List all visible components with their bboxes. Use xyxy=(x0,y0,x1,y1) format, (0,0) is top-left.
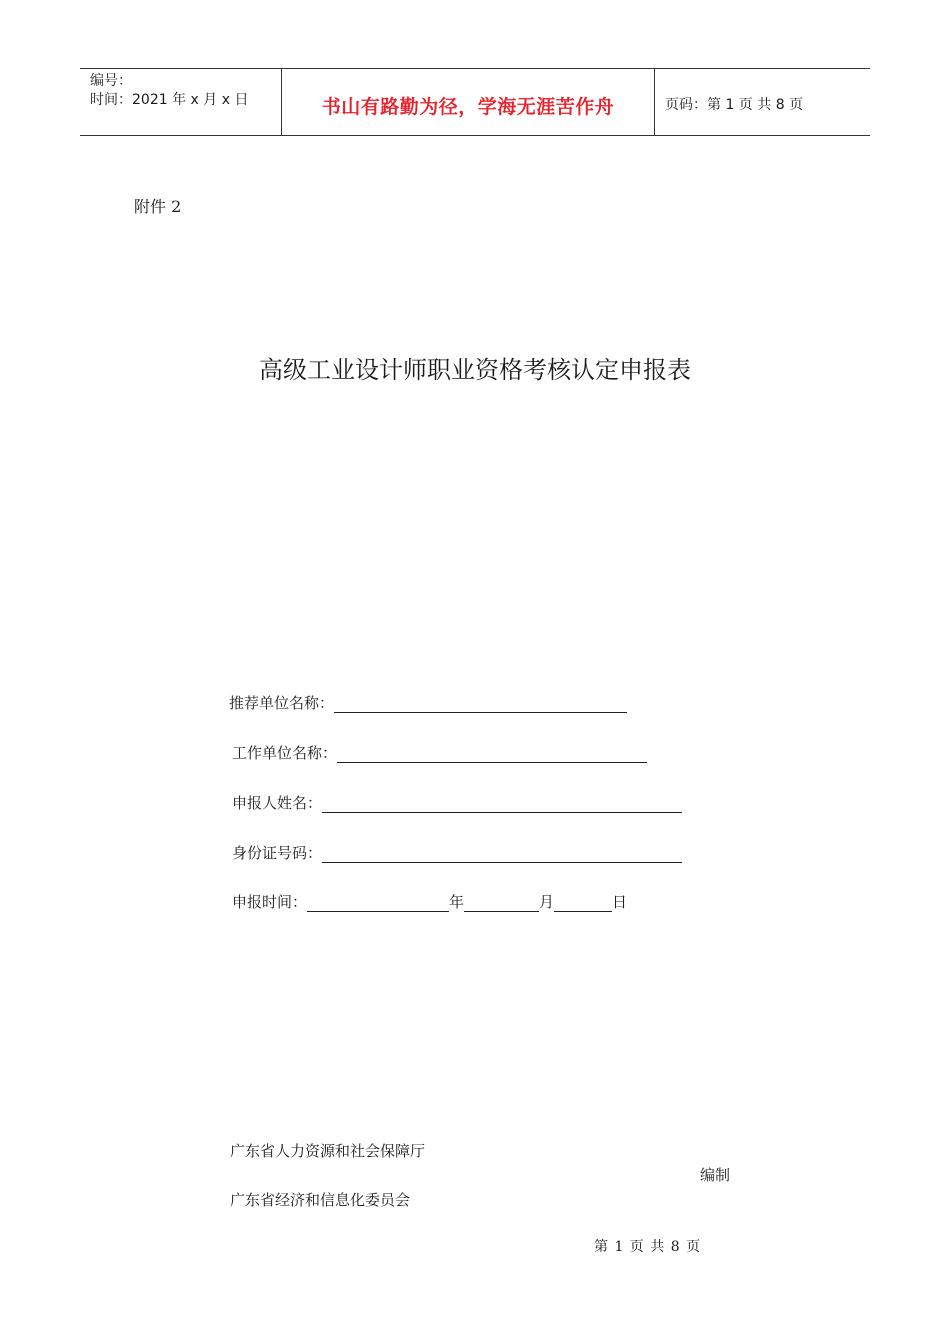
annex-label: 附件 2 xyxy=(134,197,182,216)
month-label: 月 xyxy=(539,893,555,911)
header-time-label: 时间：2021 年 x 月 x 日 xyxy=(90,92,249,108)
apply-time-label: 申报时间： xyxy=(232,893,308,911)
document-title: 高级工业设计师职业资格考核认定申报表 xyxy=(259,356,691,384)
id-number-blank[interactable] xyxy=(322,845,682,863)
year-label: 年 xyxy=(449,893,465,911)
work-unit-label: 工作单位名称： xyxy=(232,744,338,762)
header-page-label: 页码：第 1 页 共 8 页 xyxy=(665,97,804,113)
compiled-label: 编制 xyxy=(700,1166,731,1184)
page-footer: 第 1 页 共 8 页 xyxy=(594,1239,702,1255)
month-blank[interactable] xyxy=(464,894,539,912)
id-number-field[interactable] xyxy=(232,842,682,863)
apply-time-field[interactable] xyxy=(232,891,627,912)
header-bottom-rule xyxy=(80,135,870,136)
issuer-eic: 广东省经济和信息化委员会 xyxy=(230,1191,411,1209)
recommend-unit-label: 推荐单位名称： xyxy=(229,694,335,712)
header-divider-right xyxy=(654,68,655,135)
id-number-label: 身份证号码： xyxy=(232,844,323,862)
work-unit-field[interactable] xyxy=(232,742,647,763)
header-number-label: 编号： xyxy=(90,73,132,89)
applicant-name-label: 申报人姓名： xyxy=(232,794,323,812)
applicant-name-blank[interactable] xyxy=(322,795,682,813)
header-motto: 书山有路勤为径，学海无涯苦作舟 xyxy=(321,96,615,118)
header-top-rule xyxy=(80,68,870,69)
recommend-unit-field[interactable] xyxy=(229,692,627,713)
applicant-name-field[interactable] xyxy=(232,792,682,813)
year-blank[interactable] xyxy=(307,894,449,912)
work-unit-blank[interactable] xyxy=(337,745,647,763)
issuer-hrss: 广东省人力资源和社会保障厅 xyxy=(230,1142,426,1160)
day-blank[interactable] xyxy=(554,894,612,912)
recommend-unit-blank[interactable] xyxy=(334,695,627,713)
header-meta xyxy=(90,72,248,110)
day-label: 日 xyxy=(612,893,628,911)
